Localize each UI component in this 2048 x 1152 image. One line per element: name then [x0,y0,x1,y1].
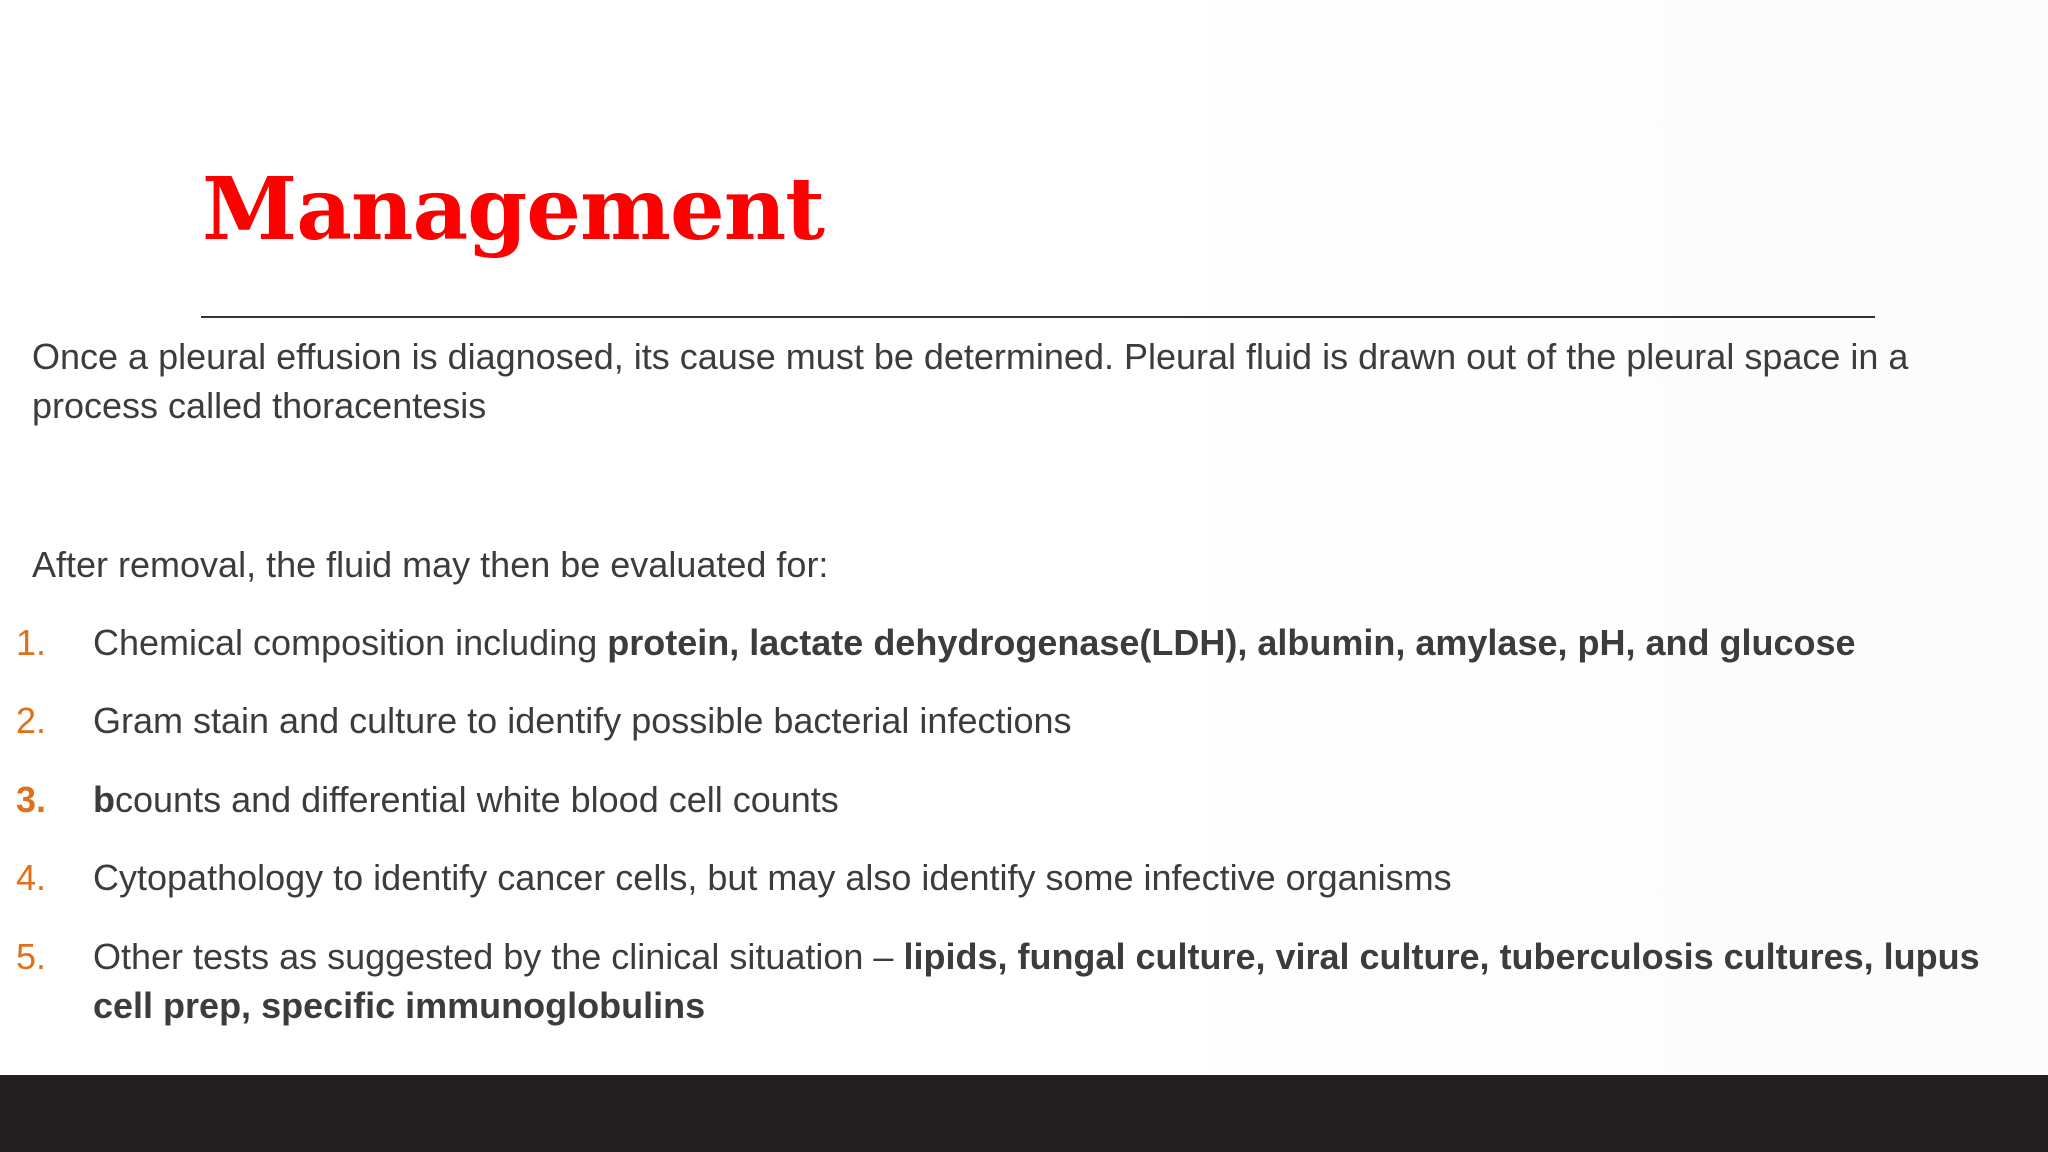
list-number: 1. [16,622,47,663]
list-item-plain: Chemical composition including [93,622,608,663]
list-item-text [93,932,2033,1030]
list-item-text: Cytopathology to identify cancer cells, but may also identify some infective organisms [93,857,1452,898]
list-lead-in: After removal, the fluid may then be evaluated for: [32,544,829,585]
list-item-text [93,775,2033,824]
list-item-emphasis: lipids, fungal culture, viral culture, tuberculosis cultures, lupus cell prep, specific immunoglobulins [93,936,1980,1026]
list-number: 5. [16,936,47,977]
list-item-emphasis: b [93,779,115,820]
list-item-plain: Other tests as suggested by the clinical situation – [93,936,904,977]
list-item-text: Gram stain and culture to identify possible bacterial infections [93,700,1072,741]
intro-paragraph: Once a pleural effusion is diagnosed, its cause must be determined. Pleural fluid is drawn out of the pleural space in a process called thoracentesis [32,336,1909,426]
footer-bar [0,1075,2048,1152]
slide-title: Management [202,159,824,260]
list-number: 3. [16,779,47,820]
list-item-emphasis: protein, lactate dehydrogenase(LDH), albumin, amylase, pH, and glucose [607,622,1856,663]
list-item-text [93,618,2033,667]
title-divider [201,316,1875,318]
list-number: 4. [16,857,47,898]
list-item-plain: counts and differential white blood cell counts [115,779,839,820]
list-number: 2. [16,700,47,741]
